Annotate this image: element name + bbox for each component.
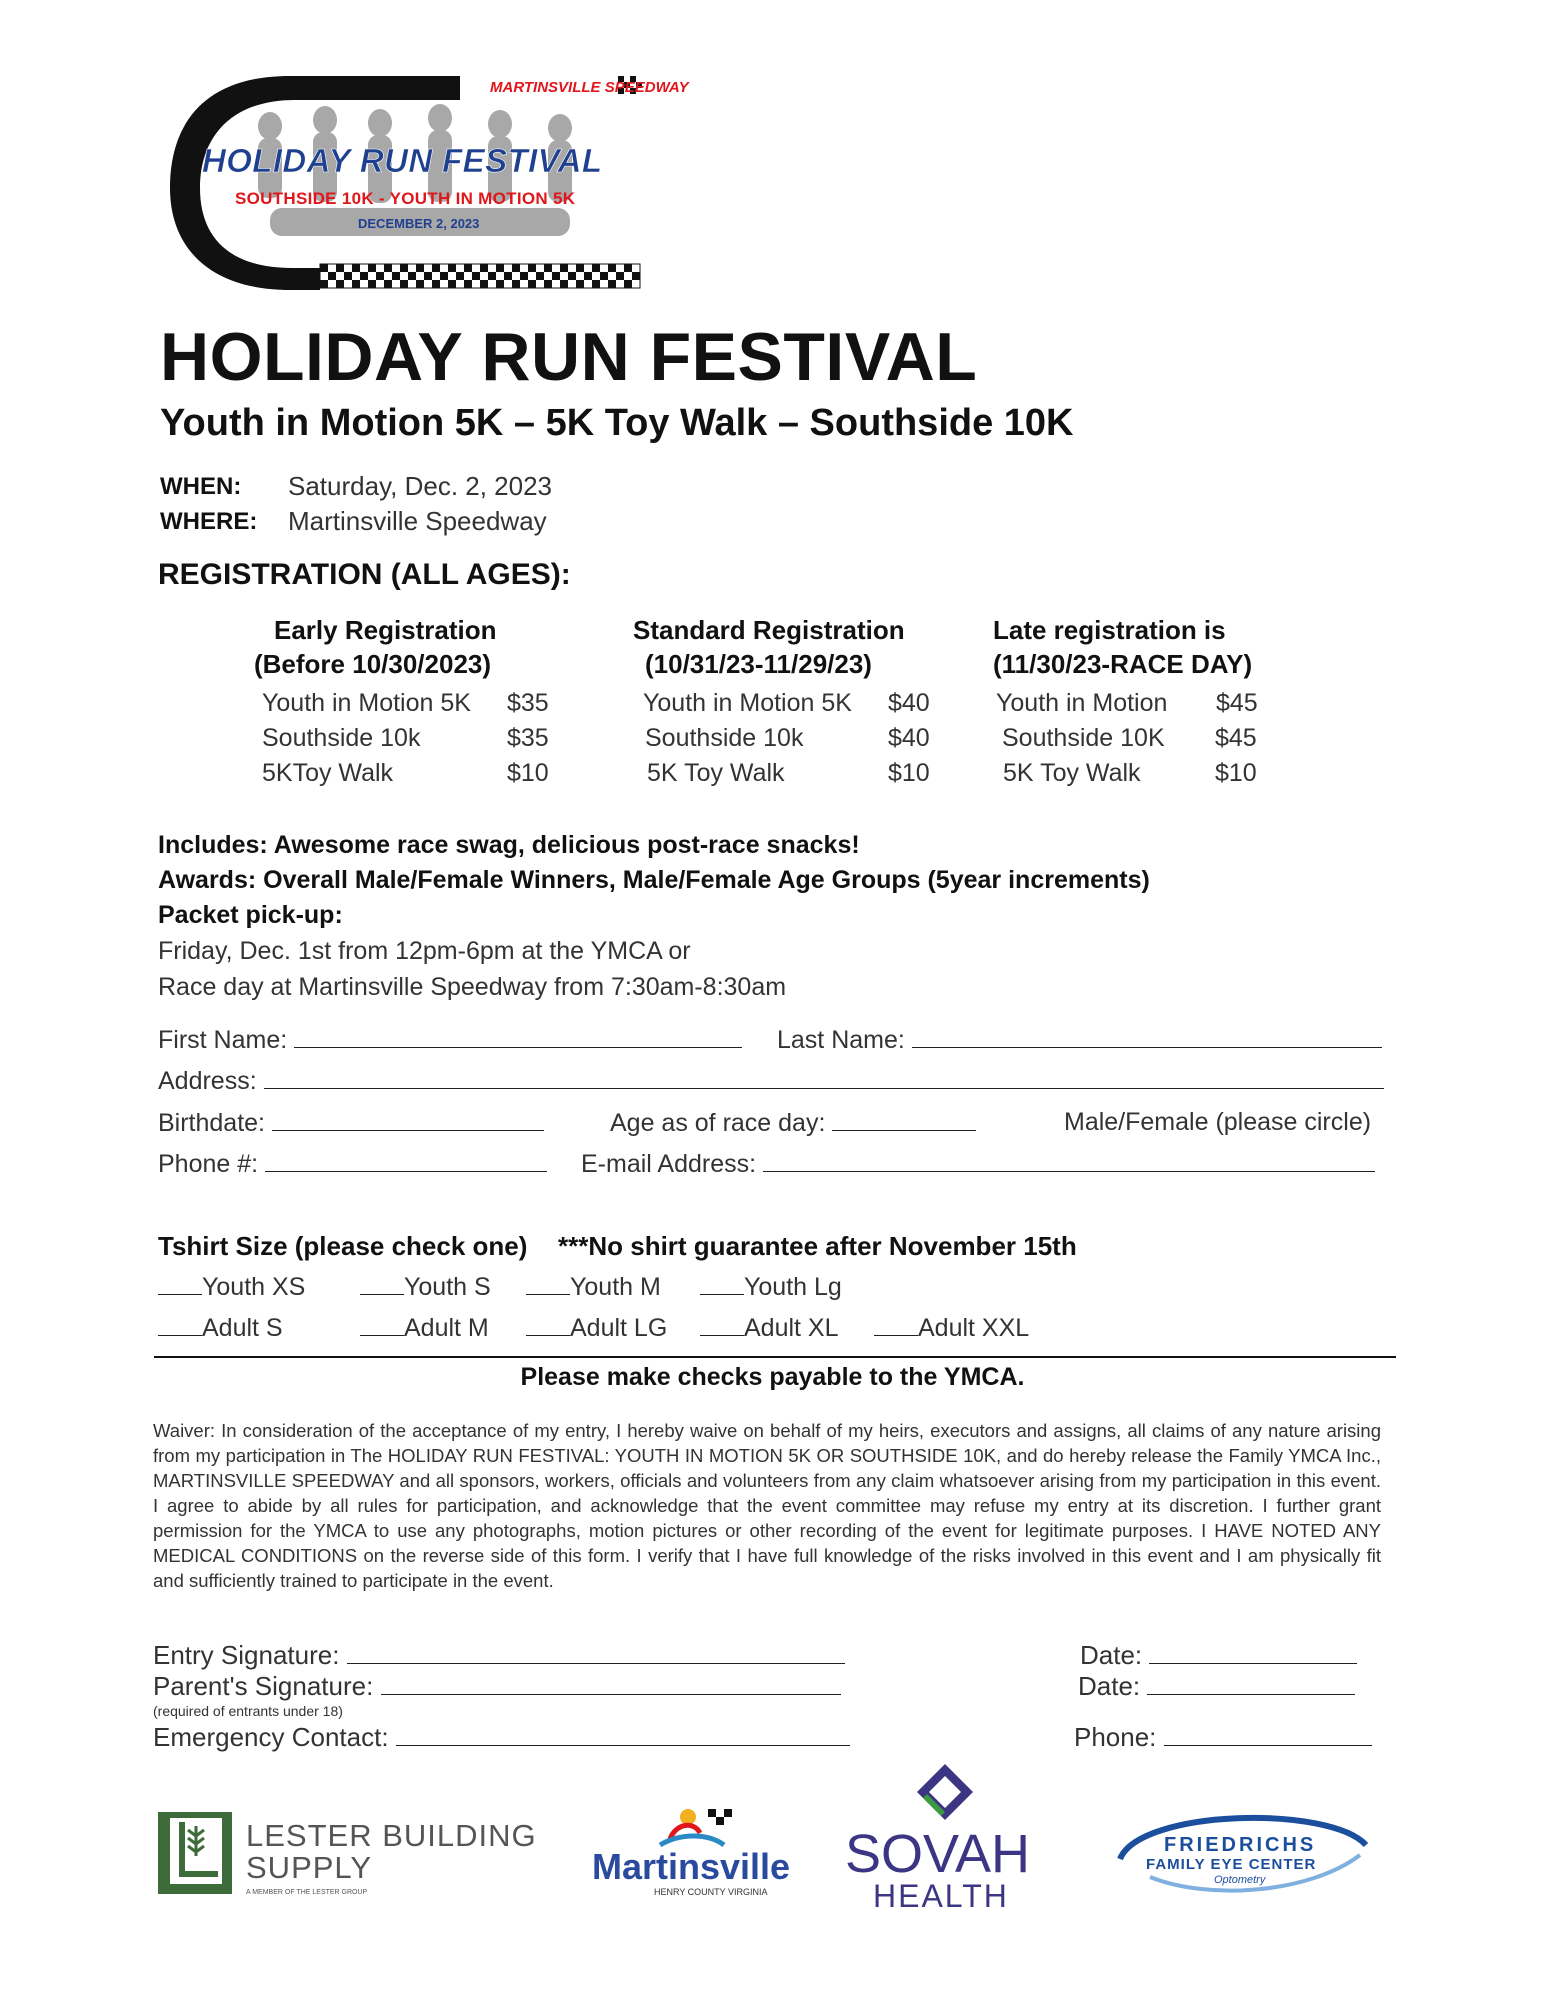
- emergency-phone-field[interactable]: [1074, 1722, 1372, 1753]
- price-row: [993, 689, 1258, 724]
- size-label: Adult XL: [744, 1314, 839, 1342]
- tshirt-option-adult-m[interactable]: [360, 1313, 489, 1343]
- email-field[interactable]: [581, 1149, 1375, 1179]
- packet-pickup-line-1: Friday, Dec. 1st from 12pm-6pm at the YMCA or: [158, 937, 691, 965]
- race-price: $40: [888, 724, 930, 752]
- phone-line[interactable]: [265, 1149, 547, 1172]
- when-value: Saturday, Dec. 2, 2023: [288, 471, 553, 501]
- birthdate-line[interactable]: [272, 1108, 544, 1131]
- phone-label: Phone #:: [158, 1150, 259, 1178]
- last-name-field[interactable]: [777, 1025, 1382, 1055]
- friedrichs-eye-center-logo: [1110, 1815, 1375, 1895]
- sovah-line-1: SOVAH: [845, 1824, 1031, 1884]
- race-name: 5KToy Walk: [262, 759, 394, 787]
- emergency-contact-field[interactable]: [153, 1722, 850, 1753]
- size-label: Adult XXL: [918, 1314, 1030, 1342]
- address-label: Address:: [158, 1067, 257, 1095]
- holiday-run-festival-logo: [160, 68, 689, 298]
- packet-pickup-label: Packet pick-up:: [158, 901, 343, 929]
- phone-label: Phone:: [1074, 1722, 1157, 1752]
- tshirt-size-label: Tshirt Size (please check one): [158, 1231, 528, 1261]
- late-registration-column: [993, 615, 1258, 794]
- race-price: $45: [1215, 724, 1257, 752]
- early-registration-column: [254, 615, 549, 794]
- tshirt-note: ***No shirt guarantee after November 15th: [558, 1231, 1077, 1261]
- size-label: Adult M: [404, 1314, 489, 1342]
- parent-signature-line[interactable]: [381, 1672, 841, 1695]
- tshirt-option-youth-s[interactable]: [360, 1272, 491, 1302]
- page-subtitle: Youth in Motion 5K – 5K Toy Walk – Southside 10K: [160, 402, 1074, 444]
- price-row: [633, 724, 930, 759]
- checkbox-line[interactable]: [874, 1313, 918, 1336]
- price-row: [993, 724, 1257, 759]
- checkbox-line[interactable]: [360, 1272, 404, 1295]
- date-label: Date:: [1080, 1640, 1143, 1670]
- awards-text: Awards: Overall Male/Female Winners, Male/Female Age Groups (5year increments): [158, 866, 1150, 894]
- where-label: WHERE:: [160, 508, 258, 535]
- tshirt-option-youth-m[interactable]: [526, 1272, 661, 1302]
- first-name-field[interactable]: [158, 1025, 742, 1055]
- price-row: [633, 689, 930, 724]
- price-row: [254, 724, 549, 759]
- entry-signature-label: Entry Signature:: [153, 1640, 340, 1670]
- price-row: [633, 759, 930, 794]
- friedrichs-line-2: FAMILY EYE CENTER: [1146, 1856, 1317, 1873]
- tshirt-option-adult-s[interactable]: [158, 1313, 283, 1343]
- entry-date-field[interactable]: [1080, 1640, 1357, 1671]
- lester-note: A MEMBER OF THE LESTER GROUP: [246, 1889, 368, 1896]
- race-name: Youth in Motion: [996, 689, 1168, 717]
- lester-line-2: SUPPLY: [246, 1850, 373, 1885]
- martinsville-wordmark: Martinsville: [592, 1846, 791, 1887]
- tshirt-option-adult-xxl[interactable]: [874, 1313, 1029, 1343]
- price-row: [254, 689, 549, 724]
- where-value: Martinsville Speedway: [288, 506, 547, 536]
- section-divider: [154, 1356, 1396, 1358]
- race-price: $10: [888, 759, 930, 787]
- gender-field[interactable]: Male/Female (please circle): [1064, 1108, 1372, 1136]
- martinsville-logo: [590, 1795, 810, 1905]
- includes-text: Includes: Awesome race swag, delicious post-race snacks!: [158, 831, 860, 859]
- logo-subtitle-text: SOUTHSIDE 10K - YOUTH IN MOTION 5K: [235, 189, 575, 208]
- checkbox-line[interactable]: [526, 1313, 570, 1336]
- size-label: Youth XS: [202, 1273, 306, 1301]
- checkbox-line[interactable]: [360, 1313, 404, 1336]
- entry-signature-line[interactable]: [347, 1641, 845, 1664]
- race-price: $40: [888, 689, 930, 717]
- price-row: [254, 759, 549, 794]
- logo-sponsor-text: MARTINSVILLE SPEEDWAY: [490, 79, 689, 96]
- waiver-text: Waiver: In consideration of the acceptance of my entry, I hereby waive on behalf of my heirs, executors and assigns, all claims of any nature arising from my participation in The HOLIDAY RUN FESTIVAL: YOUTH IN MOTION 5K OR SOUTHSIDE 10K, and do hereby release the Family YMCA Inc., MARTINSVILLE SPEEDWAY and all sponsors, workers, officials and volunteers from any claim whatsoever arising from my participation in this event. I agree to abide by all rules for participation, and acknowledge that the event committee may refuse my entry at its discretion. I further grant permission for the YMCA to use any photographs, motion pictures or other recording of the event for legitimate purposes. I HAVE NOTED ANY MEDICAL CONDITIONS on the reverse side of this form. I verify that I have full knowledge of the risks involved in this event and I am physically fit and sufficiently trained to participate in the event.: [153, 1420, 1381, 1591]
- checkbox-line[interactable]: [158, 1272, 202, 1295]
- tshirt-option-adult-xl[interactable]: [700, 1313, 839, 1343]
- page-title: HOLIDAY RUN FESTIVAL: [160, 319, 978, 395]
- size-label: Youth S: [404, 1273, 491, 1301]
- registration-heading: REGISTRATION (ALL AGES):: [158, 558, 571, 591]
- age-field[interactable]: [610, 1108, 976, 1138]
- last-name-label: Last Name:: [777, 1026, 905, 1054]
- race-name: Youth in Motion 5K: [262, 689, 471, 717]
- sovah-health-logo: [845, 1762, 1060, 1912]
- size-label: Youth Lg: [744, 1273, 842, 1301]
- race-name: Southside 10K: [1002, 724, 1165, 752]
- race-price: $35: [507, 724, 549, 752]
- birthdate-label: Birthdate:: [158, 1109, 266, 1137]
- parent-signature-note: (required of entrants under 18): [153, 1703, 343, 1719]
- first-name-label: First Name:: [158, 1026, 288, 1054]
- race-price: $35: [507, 689, 549, 717]
- martinsville-subtitle: HENRY COUNTY VIRGINIA: [654, 1887, 768, 1897]
- column-date-range: (11/30/23-RACE DAY): [993, 649, 1253, 679]
- address-line[interactable]: [264, 1066, 1384, 1089]
- emergency-contact-label: Emergency Contact:: [153, 1722, 389, 1752]
- date-line[interactable]: [1149, 1641, 1357, 1664]
- entry-signature-field[interactable]: [153, 1640, 845, 1671]
- tshirt-option-youth-xs[interactable]: [158, 1272, 305, 1302]
- standard-registration-column: [633, 615, 930, 794]
- tshirt-option-adult-lg[interactable]: [526, 1313, 667, 1343]
- size-label: Youth M: [570, 1273, 661, 1301]
- phone-line[interactable]: [1164, 1723, 1372, 1746]
- price-row: [993, 759, 1257, 794]
- packet-pickup-line-2: Race day at Martinsville Speedway from 7:30am-8:30am: [158, 973, 787, 1001]
- birthdate-field[interactable]: [158, 1108, 544, 1138]
- checkbox-line[interactable]: [158, 1313, 202, 1336]
- date-label: Date:: [1078, 1671, 1141, 1701]
- size-label: Adult LG: [570, 1314, 668, 1342]
- lester-line-1: LESTER BUILDING: [246, 1818, 537, 1853]
- column-date-range: (Before 10/30/2023): [254, 649, 492, 679]
- checkbox-line[interactable]: [700, 1313, 744, 1336]
- race-price: $10: [507, 759, 549, 787]
- address-field[interactable]: [158, 1066, 1384, 1096]
- first-name-line[interactable]: [294, 1025, 742, 1048]
- column-title: Late registration is: [993, 615, 1226, 645]
- when-label: WHEN:: [160, 473, 242, 500]
- checks-payable-note: Please make checks payable to the YMCA.: [520, 1363, 1025, 1391]
- email-line[interactable]: [763, 1149, 1375, 1172]
- column-title: Standard Registration: [633, 615, 905, 645]
- size-label: Adult S: [202, 1314, 283, 1342]
- tshirt-option-youth-lg[interactable]: [700, 1272, 842, 1302]
- age-line[interactable]: [832, 1108, 976, 1131]
- parent-date-field[interactable]: [1078, 1671, 1355, 1702]
- friedrichs-line-1: FRIEDRICHS: [1164, 1834, 1317, 1856]
- race-name: Southside 10k: [645, 724, 804, 752]
- checkbox-line[interactable]: [526, 1272, 570, 1295]
- parent-signature-label: Parent's Signature:: [153, 1671, 374, 1701]
- last-name-line[interactable]: [912, 1025, 1382, 1048]
- lester-building-supply-logo: [158, 1812, 578, 1902]
- parent-signature-field[interactable]: [153, 1671, 841, 1702]
- column-date-range: (10/31/23-11/29/23): [645, 649, 872, 679]
- date-line[interactable]: [1147, 1672, 1355, 1695]
- logo-date-text: DECEMBER 2, 2023: [358, 216, 480, 231]
- column-title: Early Registration: [274, 615, 497, 645]
- logo-title-text: HOLIDAY RUN FESTIVAL: [202, 142, 602, 179]
- checkbox-line[interactable]: [700, 1272, 744, 1295]
- sovah-line-2: HEALTH: [873, 1878, 1009, 1914]
- race-name: Youth in Motion 5K: [643, 689, 852, 717]
- race-price: $45: [1216, 689, 1258, 717]
- friedrichs-line-3: Optometry: [1214, 1874, 1266, 1886]
- race-name: 5K Toy Walk: [1003, 759, 1141, 787]
- phone-field[interactable]: [158, 1149, 547, 1179]
- age-label: Age as of race day:: [610, 1109, 826, 1137]
- race-name: Southside 10k: [262, 724, 421, 752]
- email-label: E-mail Address:: [581, 1150, 757, 1178]
- emergency-contact-line[interactable]: [396, 1723, 850, 1746]
- race-price: $10: [1215, 759, 1257, 787]
- race-name: 5K Toy Walk: [647, 759, 785, 787]
